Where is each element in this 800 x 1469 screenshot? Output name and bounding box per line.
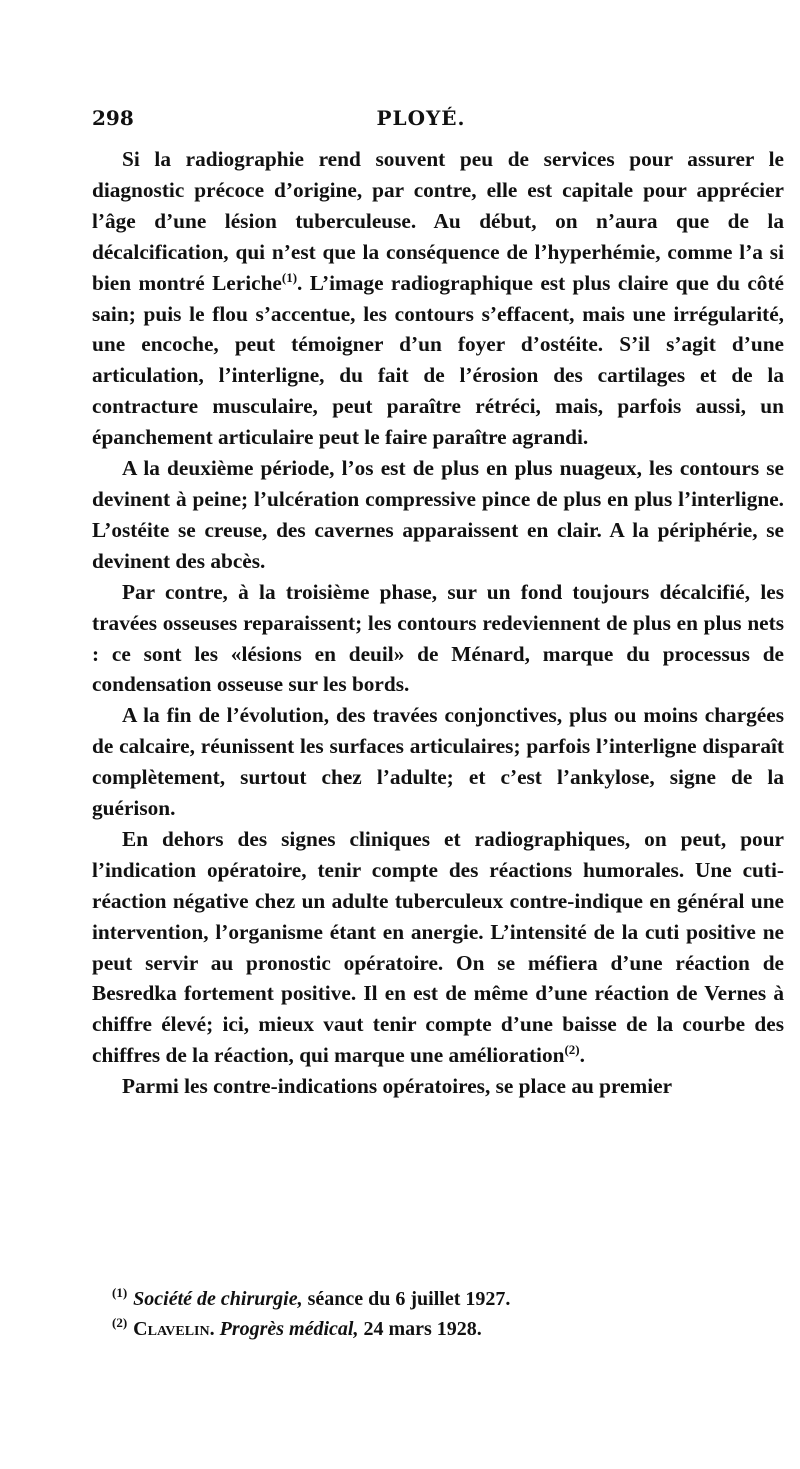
paragraph-text: . L’image radiographique est plus claire que du côté sain; puis le flou s’accentue, les contours s’effacent, mais une irrégularité, une encoche, peut témoigner d’un foyer d’ostéite. S’il s’agit d’une articulation, l’interligne, du fait de l’érosion des cartilages et de la contracture musculaire, peut paraître rétréci, mais, parfois aussi, un épanchement articulaire peut le faire paraître agrandi. (92, 270, 784, 450)
paragraph-text: Par contre, à la troisième phase, sur un fond toujours décalcifié, les travées osseuses reparaissent; les contours redeviennent de plus en plus nets : ce sont les «lésions en deuil» de Ménard, marque du processus de condensation osseuse sur les bords. (92, 579, 784, 697)
page-number: 298 (92, 106, 134, 130)
paragraph-text: A la fin de l’évolution, des travées conjonctives, plus ou moins chargées de calcaire, réunissent les surfaces articulaires; parfois l’interligne disparaît complètement, surtout chez l’adulte; et c’est l’ankylose, signe de la guérison. (92, 703, 784, 821)
footnote-text: séance du 6 juillet 1927. (302, 1288, 511, 1310)
footnote-mark: (1) (112, 1285, 128, 1301)
footnote-source: Progrès médical, (219, 1318, 359, 1340)
footnote (92, 1284, 784, 1314)
paragraph (92, 824, 784, 1071)
footnote-source: Société de chirurgie, (133, 1288, 303, 1310)
main-text (92, 144, 784, 1102)
footnote-mark: (2) (112, 1315, 128, 1331)
paragraph (92, 453, 784, 577)
footnote-ref: (1) (281, 269, 298, 285)
running-header (92, 106, 750, 136)
paragraph-text: Parmi les contre-indications opératoires, se place au premier (122, 1074, 673, 1099)
paragraph (92, 700, 784, 824)
footnote (92, 1314, 784, 1344)
paragraph-text: En dehors des signes cliniques et radiographiques, on peut, pour l’indication opératoire, tenir compte des réactions humorales. Une cuti-réaction négative chez un adulte tuberculeux contre-indique en général une intervention, l’organisme étant en anergie. L’intensité de la cuti positive ne peut servir au pronostic opératoire. On se méfiera d’une réaction de Besredka fortement positive. Il en est de même d’une réaction de Vernes à chiffre élevé; ici, mieux vaut tenir compte d’une baisse de la courbe des chiffres de la réaction, qui marque une amélioration (92, 826, 784, 1068)
footnotes (92, 1284, 784, 1344)
footnote-text: 24 mars 1928. (358, 1318, 482, 1340)
paragraph-text: A la deuxième période, l’os est de plus en plus nuageux, les contours se devinent à peine; l’ulcération compressive pince de plus en plus l’interligne. L’ostéite se creuse, des cavernes apparaissent en clair. A la périphérie, se devinent des abcès. (92, 456, 784, 573)
paragraph (92, 577, 784, 701)
footnote-ref: (2) (564, 1042, 580, 1058)
footnote-author: Clavelin. (133, 1318, 215, 1340)
running-title: PLOYÉ. (376, 106, 466, 130)
paragraph-text: . (579, 1043, 585, 1068)
paragraph (92, 1071, 784, 1102)
paragraph-text: Si la radiographie rend souvent peu de services pour assurer le diagnostic précoce d’origine, par contre, elle est capitale pour apprécier l’âge d’une lésion tuberculeuse. Au début, on n’aura que de la décalcification, qui n’est que la conséquence de l’hyperhémie, comme l’a si bien montré Leriche (92, 147, 784, 295)
paragraph (92, 144, 784, 453)
